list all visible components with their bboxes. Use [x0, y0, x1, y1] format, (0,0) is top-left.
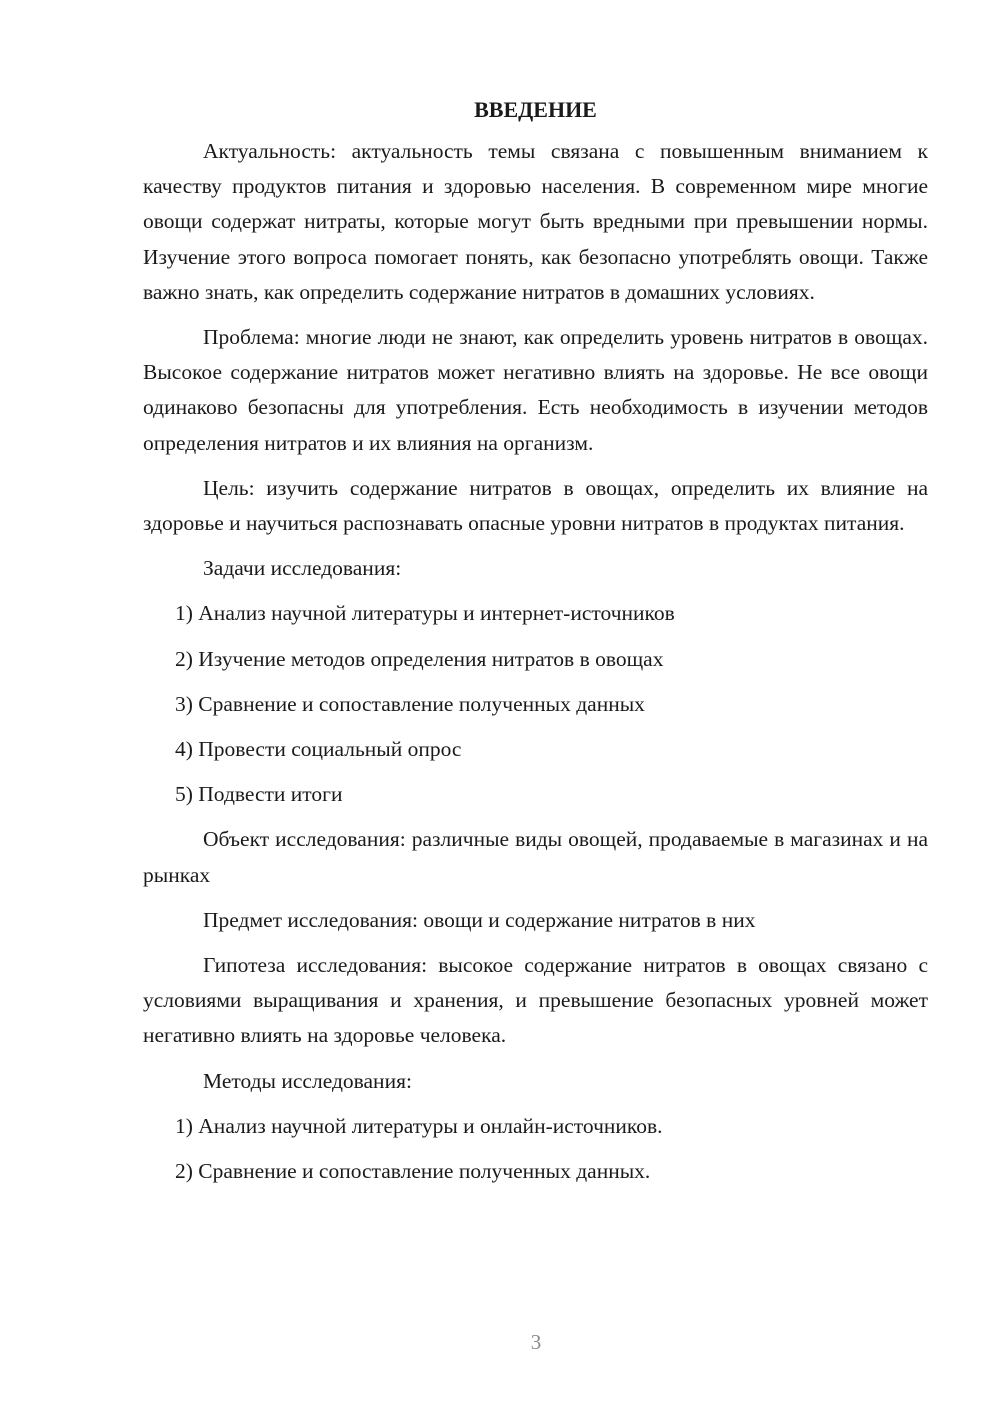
task-item: 3) Сравнение и сопоставление полученных данных [175, 691, 645, 716]
task-item: 1) Анализ научной литературы и интернет-источников [175, 601, 675, 626]
task-item: 4) Провести социальный опрос [175, 737, 462, 762]
method-item: 1) Анализ научной литературы и онлайн-источников. [175, 1113, 663, 1138]
tasks-list [143, 596, 928, 812]
methods-list [143, 1109, 928, 1189]
section-title: ВВЕДЕНИЕ [474, 97, 597, 122]
task-item: 2) Изучение методов определения нитратов в овощах [175, 646, 664, 671]
object-paragraph: Объект исследования: различные виды овощей, продаваемые в магазинах и на рынках [143, 827, 928, 887]
method-item: 2) Сравнение и сопоставление полученных данных. [175, 1159, 651, 1184]
page-number: 3 [530, 1330, 542, 1354]
relevance-paragraph: Актуальность: актуальность темы связана с повышенным вниманием к качеству продуктов питания и здоровью населения. В современном мире многие овощи содержат нитраты, которые могут быть вредными при превышении нормы. Изучение этого вопроса помогает понять, как безопасно употреблять овощи. Также важно знать, как определить содержание нитратов в домашних условиях. [143, 139, 928, 304]
hypothesis-paragraph: Гипотеза исследования: высокое содержание нитратов в овощах связано с условиями выращивания и хранения, и превышение безопасных уровней может негативно влиять на здоровье человека. [143, 953, 928, 1048]
methods-label: Методы исследования: [203, 1068, 412, 1093]
task-item: 5) Подвести итоги [175, 782, 343, 807]
problem-paragraph: Проблема: многие люди не знают, как определить уровень нитратов в овощах. Высокое содержание нитратов может негативно влиять на здоровье. Не все овощи одинаково безопасны для употребления. Есть необходимость в изучении методов определения нитратов и их влияния на организм. [143, 325, 928, 455]
page-content [143, 92, 928, 1199]
subject-paragraph: Предмет исследования: овощи и содержание нитратов в них [203, 907, 756, 932]
tasks-label: Задачи исследования: [203, 556, 402, 581]
goal-paragraph: Цель: изучить содержание нитратов в овощах, определить их влияние на здоровье и научиться распознавать опасные уровни нитратов в продуктах питания. [143, 475, 928, 536]
